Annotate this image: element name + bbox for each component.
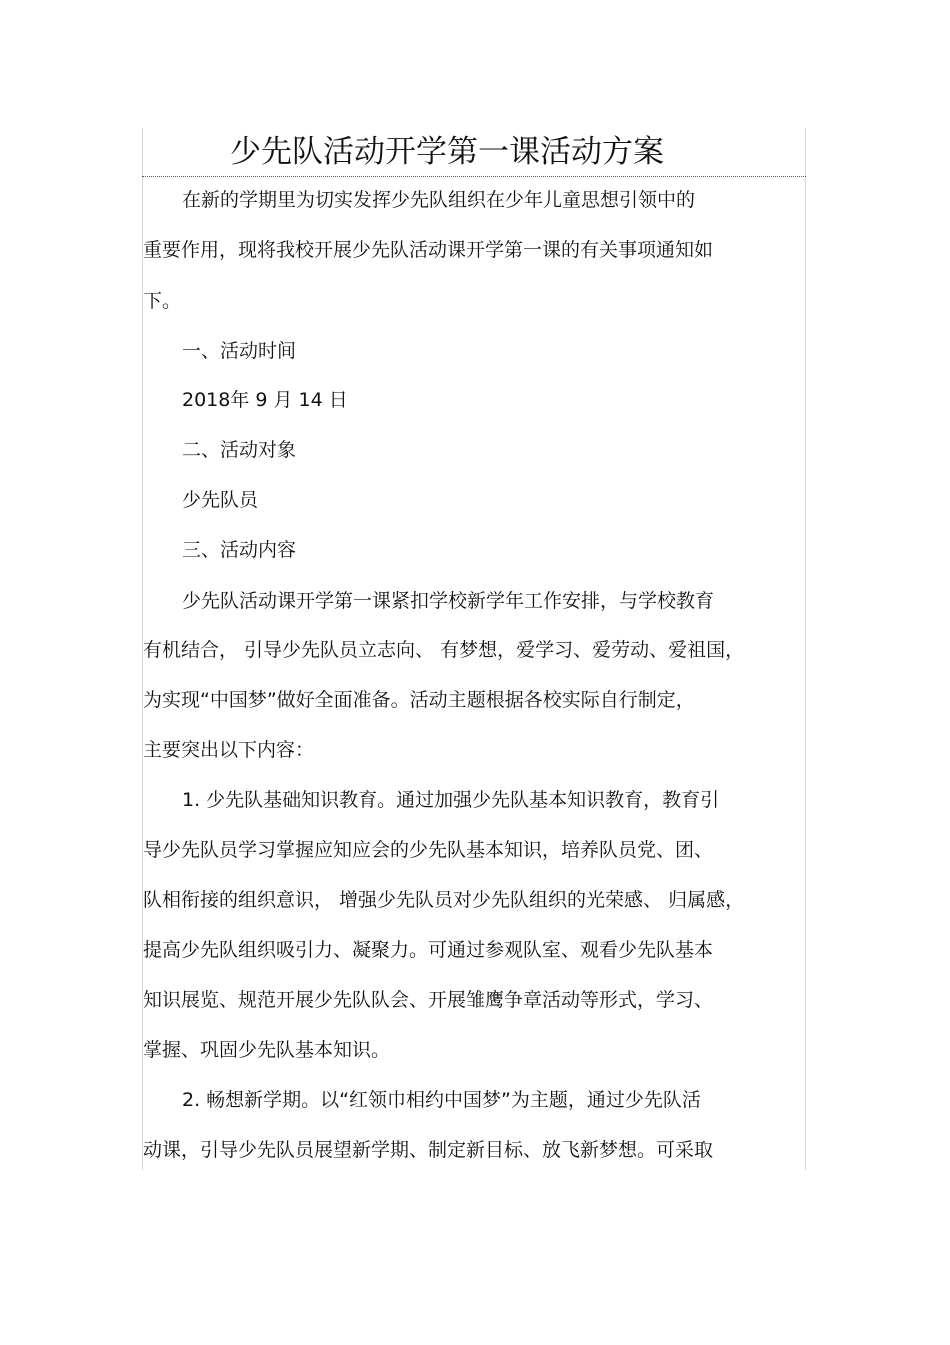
paragraph-line: 2018年 9 月 14 日 <box>182 389 348 411</box>
section-heading: 一、活动时间 <box>182 340 297 362</box>
paragraph-line: 2. 畅想新学期。以“红领巾相约中国梦”为主题，通过少先队活 <box>182 1089 701 1111</box>
title-block <box>142 128 806 177</box>
right-rule <box>805 128 806 1170</box>
section-heading: 三、活动内容 <box>182 539 297 561</box>
document-title: 少先队活动开学第一课活动方案 <box>230 134 664 170</box>
paragraph-line: 队相衔接的组织意识， 增强少先队员对少先队组织的光荣感、 归属感， <box>143 889 745 911</box>
paragraph-line: 少先队员 <box>182 489 259 511</box>
section-heading: 二、活动对象 <box>182 439 297 461</box>
paragraph-line: 下。 <box>143 290 182 312</box>
paragraph-line: 掌握、巩固少先队基本知识。 <box>143 1039 391 1061</box>
paragraph-line: 1. 少先队基础知识教育。通过加强少先队基本知识教育，教育引 <box>182 789 720 811</box>
paragraph-line: 知识展览、规范开展少先队队会、开展雏鹰争章活动等形式，学习、 <box>143 989 714 1011</box>
paragraph-line: 提高少先队组织吸引力、凝聚力。可通过参观队室、观看少先队基本 <box>143 939 714 961</box>
paragraph-line: 少先队活动课开学第一课紧扣学校新学年工作安排，与学校教育 <box>182 590 715 612</box>
paragraph-line: 动课，引导少先队员展望新学期、制定新目标、放飞新梦想。可采取 <box>143 1139 714 1161</box>
paragraph-line: 有机结合， 引导少先队员立志向、 有梦想，爱学习、爱劳动、爱祖国， <box>143 639 745 661</box>
paragraph-line: 在新的学期里为切实发挥少先队组织在少年儿童思想引领中的 <box>182 189 696 211</box>
paragraph-line: 为实现“中国梦”做好全面准备。活动主题根据各校实际自行制定， <box>143 689 695 711</box>
paragraph-line: 重要作用，现将我校开展少先队活动课开学第一课的有关事项通知如 <box>143 239 714 261</box>
paragraph-line: 导少先队员学习掌握应知应会的少先队基本知识，培养队员党、团、 <box>143 839 714 861</box>
paragraph-line: 主要突出以下内容： <box>143 739 315 761</box>
